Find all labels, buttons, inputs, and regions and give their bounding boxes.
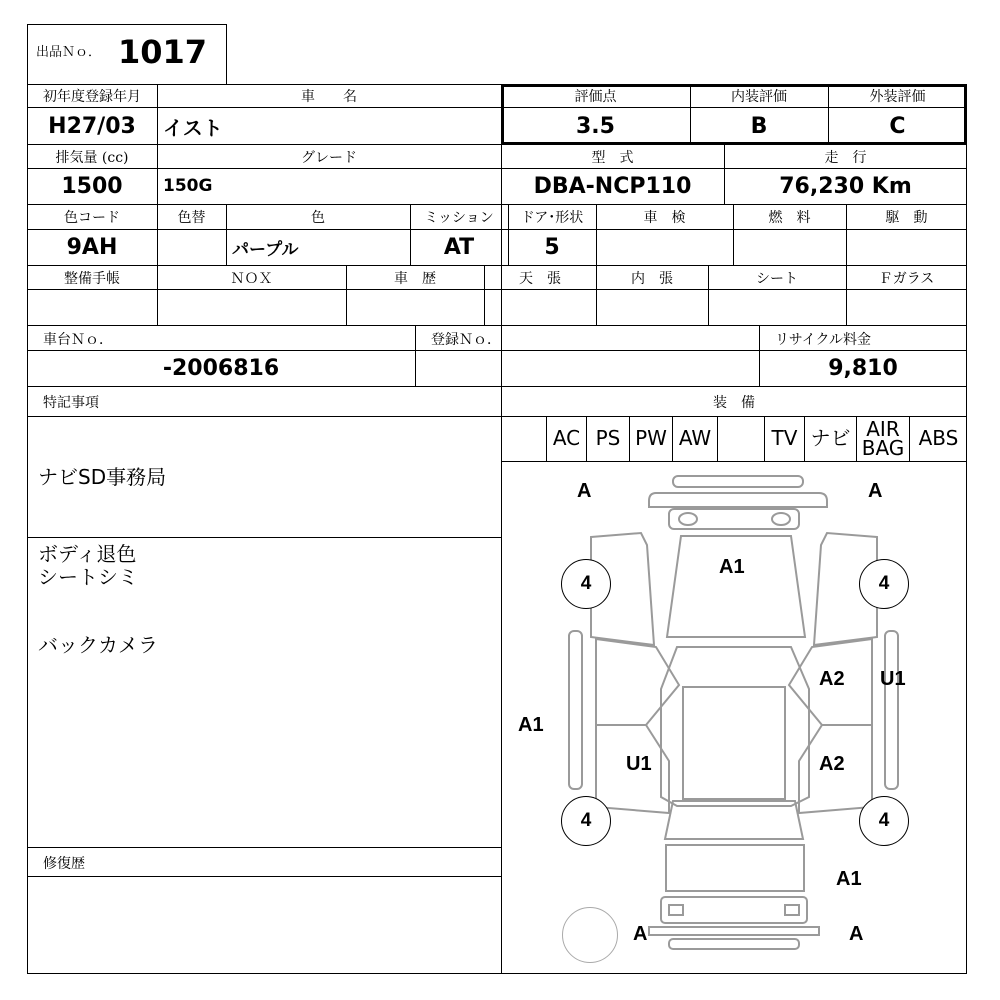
equipment-ps: PS — [586, 416, 629, 461]
mark-right-rear-door: A2 — [819, 753, 845, 775]
registration-number-label: 登録Ｎｏ． — [431, 331, 501, 348]
grade-label: グレード — [301, 149, 357, 166]
score-label: 評価点 — [574, 89, 617, 105]
mark-hood: A1 — [719, 556, 745, 578]
interior-trim-label: 内 張 — [631, 270, 673, 287]
first-registration-label: 初年度登録年月 — [43, 89, 141, 105]
interior-score-value: B — [750, 113, 768, 139]
car-name-label: 車 名 — [301, 89, 357, 105]
hline — [27, 325, 967, 326]
roof-lining-label: 天 張 — [519, 270, 561, 287]
seat-label: シート — [756, 270, 798, 287]
model-value: DBA-NCP110 — [533, 173, 692, 199]
inspection-value — [596, 229, 733, 265]
color-code-value: 9AH — [66, 234, 118, 260]
color-label: 色 — [311, 210, 325, 226]
car-name-value: イスト — [163, 115, 223, 140]
drive-label: 駆 動 — [885, 210, 928, 226]
tire-rear-left: 4 — [561, 796, 611, 846]
remark-back-camera: バックカメラ — [38, 633, 158, 657]
mark-left-rear-door: U1 — [626, 753, 652, 775]
transmission-label: ミッション — [424, 210, 494, 226]
equipment-tv: TV — [764, 416, 804, 461]
model-label: 型 式 — [591, 149, 634, 166]
color-code-label: 色コード — [64, 210, 120, 226]
car-condition-diagram — [501, 461, 967, 973]
equipment-row — [501, 416, 967, 461]
equipment-blank-2 — [717, 416, 764, 461]
lot-number: 1017 — [118, 33, 208, 71]
chassis-number-value: -2006816 — [162, 355, 280, 381]
equipment-airbag: AIR BAG — [856, 416, 909, 461]
recycle-fee-label: リサイクル料金 — [775, 331, 872, 348]
equipment-label: 装 備 — [713, 395, 755, 411]
maintenance-book-label: 整備手帳 — [64, 270, 120, 287]
drive-value — [846, 229, 967, 265]
remark-navi-sd: ナビSD事務局 — [38, 465, 167, 489]
equipment-aw: AW — [672, 416, 717, 461]
mark-right-front-fender: A2 — [819, 668, 845, 690]
mark-front-left: A — [577, 480, 592, 502]
equipment-abs: ABS — [909, 416, 967, 461]
equipment-blank-1 — [501, 416, 546, 461]
hline — [27, 876, 501, 877]
repair-history-label: 修復歴 — [43, 855, 85, 872]
chassis-number-label: 車台Ｎｏ． — [43, 331, 113, 348]
first-registration-value: H27/03 — [48, 113, 136, 139]
exterior-score-value: C — [889, 113, 906, 139]
remark-body-fade: ボディ退色 — [38, 542, 137, 566]
transmission-value: AT — [443, 234, 475, 260]
exterior-score-label: 外装評価 — [869, 89, 926, 105]
tire-rear-right: 4 — [859, 796, 909, 846]
color-change-label: 色替 — [177, 210, 206, 226]
remarks-label: 特記事項 — [43, 395, 99, 411]
equipment-ac: AC — [546, 416, 586, 461]
front-glass-label: Ｆガラス — [878, 270, 935, 287]
registration-number-value — [415, 350, 759, 386]
doors-value: 5 — [544, 234, 560, 260]
remark-seat-stain: シートシミ — [38, 565, 138, 589]
grade-value: 150G — [163, 176, 213, 196]
hline — [27, 386, 967, 387]
doors-label: ドア･形状 — [520, 210, 584, 226]
score-value: 3.5 — [576, 113, 615, 139]
mark-right-rear-quarter: A1 — [836, 868, 862, 890]
mileage-value: 76,230 Km — [779, 173, 912, 199]
displacement-label: 排気量 (cc) — [55, 149, 129, 166]
lot-number-label: 出品Ｎｏ． — [36, 44, 102, 60]
mark-left-side: A1 — [518, 714, 544, 736]
color-value: パープル — [232, 239, 299, 260]
color-change-value — [157, 229, 226, 265]
tire-front-right: 4 — [859, 559, 909, 609]
displacement-value: 1500 — [61, 173, 123, 199]
equipment-navi: ナビ — [804, 416, 856, 461]
equipment-pw: PW — [629, 416, 672, 461]
mark-front-right: A — [868, 480, 883, 502]
mileage-label: 走 行 — [824, 149, 867, 166]
interior-score-label: 内装評価 — [731, 89, 787, 105]
recycle-fee-value: 9,810 — [828, 355, 898, 381]
hline — [27, 847, 501, 848]
spare-tire — [562, 907, 618, 963]
tire-front-left: 4 — [561, 559, 611, 609]
vehicle-history-label: 車 歴 — [394, 270, 436, 287]
mark-right-pillar: U1 — [880, 668, 906, 690]
nox-label: ＮＯＸ — [230, 270, 273, 287]
fuel-value — [733, 229, 846, 265]
inspection-label: 車 検 — [643, 210, 686, 226]
mark-rear-left: A — [633, 923, 648, 945]
hline — [27, 289, 967, 290]
fuel-label: 燃 料 — [768, 210, 811, 226]
mark-rear-right: A — [849, 923, 864, 945]
